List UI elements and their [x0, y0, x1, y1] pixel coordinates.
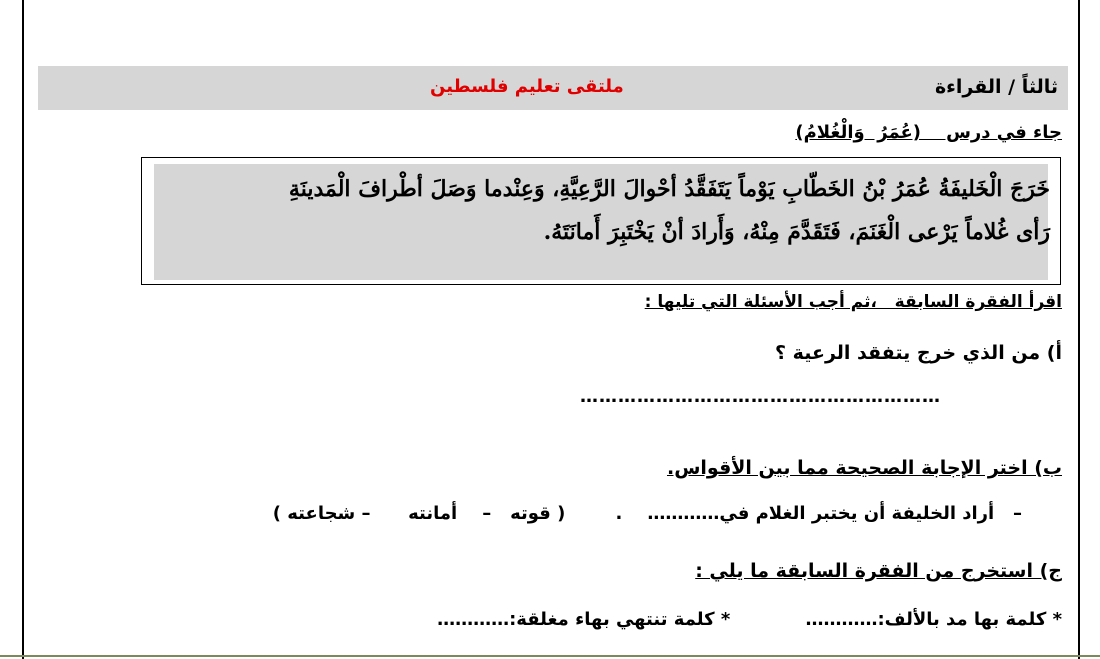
question-b-item: – أراد الخليفة أن يختبر الغلام في………… . ( قوته – أمانته – شجاعته )	[272, 503, 1022, 524]
answer-line-a: …………………………………………………	[580, 386, 941, 407]
instruction-text: اقرأ الفقرة السابقة ،ثم أجب الأسئلة التي تليها :	[644, 292, 1062, 312]
question-c-items: * كلمة بها مد بالألف:………… * كلمة تنتهي بهاء مغلقة:…………	[437, 609, 1062, 630]
page-border-left	[22, 0, 24, 659]
question-a: أ) من الذي خرج يتفقد الرعية ؟	[775, 342, 1062, 364]
forum-name: ملتقى تعليم فلسطين	[430, 76, 624, 97]
page-bottom-line	[0, 655, 1100, 657]
page-border-right	[1078, 0, 1080, 659]
passage-line-2: رَأى غُلاماً يَرْعى الْغَنَمَ، فَتَقَدَّمَ مِنْهُ، وَأَرادَ أنْ يَخْتَبِرَ أَمانَتَهُ.	[543, 219, 1050, 245]
reading-passage	[150, 168, 1050, 254]
passage-line-1: خَرَجَ الْخَليفَةُ عُمَرُ بْنُ الخَطّابِ يَوْماً يَتَفَقَّدُ أحْوالَ الرَّعِيَّةِ، وَعِنْدما وَصَلَ أطْرافَ الْمَدينَةِ	[288, 176, 1050, 202]
question-c-title: ج) استخرج من الفقرة السابقة ما يلي :	[695, 560, 1062, 582]
section-title: ثالثاً / القراءة	[934, 76, 1058, 98]
lesson-title: جاء في درس (عُمَرُ وَالْغُلامُ)	[795, 122, 1062, 143]
question-b-title: ب) اختر الإجابة الصحيحة مما بين الأقواس.	[666, 457, 1062, 479]
